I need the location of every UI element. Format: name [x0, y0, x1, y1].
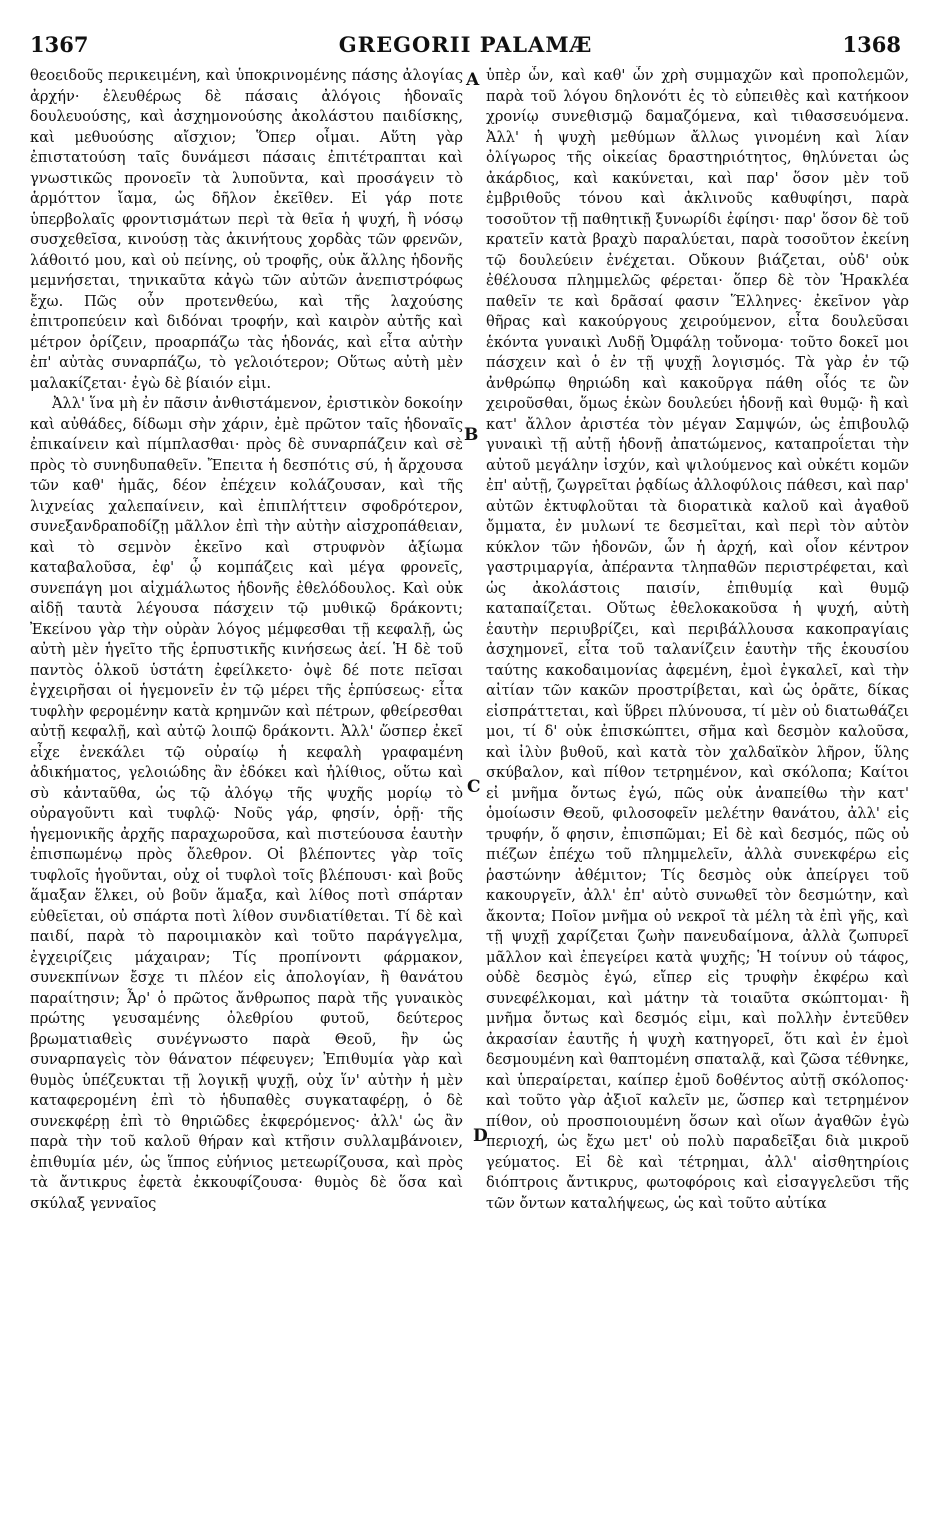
running-title: GREGORII PALAMÆ [338, 32, 593, 57]
right-paragraph-1: ὑπὲρ ὧν, καὶ καθ' ὧν χρὴ συμμαχῶν καὶ προπολεμῶν, παρὰ τοῦ λόγου δηλονότι ἐς τὸ εὐπειθὲς καὶ κατήκοον χρονίῳ συνεθισμῷ δαμαζόμενα, καὶ τιθασσευόμενα. Ἀλλ' ἡ ψυχὴ μεθύμων ἄλλως γινομένη καὶ λίαν ὀλίγωρος τῆς οἰκείας δραστηριότητος, θηλύνεται ὡς ἀκάρδιος, καὶ κακύνεται, καὶ παρ' ὅσον μὲν τοῦ ἐμβριθοῦς τόνου καὶ ἀκλινοῦς καθυφίησι, παρὰ τοσοῦτον τῇ παθητικῇ ξυνωρίδι ἐφίησι· παρ' ὅσον δὲ τοῦ κρατεῖν κατὰ βραχὺ παραλύεται, παρὰ τοσοῦτον ἐκείνη τῷ δουλεύειν ἐνέχεται. Οὔκουν βιάζεται, οὐδ' οὐκ ἐθέλουσα πλημμελῶς φέρεται· ὅπερ δὲ τὸν Ἡρακλέα παθεῖν τε καὶ δρᾶσαί φασιν Ἕλληνες· ἐκεῖνον γὰρ θῆρας καὶ κακούργους χειρούμενον, εἶτα δουλεῦσαι ἑκόντα γυναικὶ Λυδῇ Ὀμφάλῃ τοὔνομα· τοῦτο δοκεῖ μοι πάσχειν καὶ ὁ ἐν τῇ ψυχῇ λογισμός. Τὰ γὰρ ἐν τῷ ἀνθρώπῳ θηριώδη καὶ κακοῦργα πάθη οἷός τε ὢν χειροῦσθαι, ὅμως ἑκὼν δουλεύει ἡδονῇ καὶ θυμῷ· ἢ καὶ κατ' ἄλλον ἀριστέα τὸν μέγαν Σαμψών, ὡς ἐπιβουλῷ γυναικὶ τῇ αὐτῇ ἡδονῇ ἀπατώμενος, καταπροΐεται τὴν αὐτοῦ μεγάλην ἰσχύν, καὶ ψιλούμενος καὶ οὐκέτι κομῶν ἐπ' αὐτῇ, ζωγρεῖται ῥᾳδίως ἀλλοφύλοις πάθεσι, καὶ παρ' αὐτῶν ἐκτυφλοῦται τὰ διορατικὰ καλοῦ καὶ ἀγαθοῦ ὄμματα, ἐν μυλωνί τε δεσμεῖται, καὶ περὶ τὸν αὐτὸν κύκλον τῶν ἡδονῶν, ὧν ἡ ἀρχή, καὶ οἷον κέντρον γαστριμαργία, ἀπέραντα τληπαθῶν περιστρέφεται, καὶ ὡς ἀκολάστοις παισίν, ἐπιθυμίᾳ καὶ θυμῷ καταπαίζεται. Οὕτως ἐθελοκακοῦσα ἡ ψυχή, αὐτὴ ἑαυτὴν περιυβρίζει, καὶ περιβάλλουσα κακοπραγίαις ἀσχημονεῖ, εἶτα τοῦ ταλανίζειν ἑαυτὴν τῆς ἑκουσίου ταύτης κακοδαιμονίας ἀφεμένη, ἐμοὶ ἐγκαλεῖ, καὶ τὴν αἰτίαν τῶν κακῶν προστρίβεται, καὶ ὡς ὁρᾶτε, δίκας εἰσπράττεται, καὶ ὕβρει πλύνουσα, τί μὲν οὐ διατωθάζει μοι, τί δ' οὐκ ἐπισκώπτει, σῆμα καὶ δεσμὸν καλοῦσα, καὶ ἰλὺν βυθοῦ, καὶ κατὰ τὸν χαλδαϊκὸν λῆρον, ὕλης σκύβαλον, καὶ πίθον τετρημένον, καὶ σκόλοπα; Καίτοι εἰ μνῆμα ὄντως ἐγώ, πῶς οὐκ ἀναπείθω τὴν κατ' ὁμοίωσιν Θεοῦ, φιλοσοφεῖν μελέτην θανάτου, ἀλλ' εἰς τρυφήν, ὅ φησιν, ἐπισπῶμαι; Εἰ δὲ καὶ δεσμός, πῶς οὐ πιέζων ἐπέχω τοῦ πλημμελεῖν, ἀλλὰ συνεκφέρω εἰς ῥαστώνην ἀθέμιτον; Τίς δεσμὸς οὐκ ἀπείργει τοῦ κακουργεῖν, ἀλλ' ἐπ' αὐτὸ συνωθεῖ τὸν δεσμώτην, καὶ ἄκοντα; Ποῖον μνῆμα οὐ νεκροῖ τὰ μέλη τὰ ἐπὶ γῆς, καὶ τῇ ψυχῇ χαρίζεται ζωὴν πανευδαίμονα, ἀλλὰ ζωπυρεῖ μᾶλλον καὶ ἐπεγείρει κατὰ ψυχῆς; Ἡ τοίνυν οὐ τάφος, οὐδὲ δεσμὸς ἐγώ, εἴπερ εἰς τρυφὴν ἐκφέρω καὶ συνεφέλκομαι, καὶ μάτην τὰ τοιαῦτα σκώπτομαι· ἢ μνῆμα ὄντως καὶ δεσμός εἰμι, καὶ πολλὴν ἐντεῦθεν ἀκρασίαν ἑαυτῆς ἡ ψυχὴ κατηγορεῖ, ὅτι καὶ ἐν ἐμοὶ δεσμουμένη καὶ θαπτομένη σπαταλᾷ, καὶ ζῶσα τέθνηκε, καὶ ὑπεραίρεται, καίπερ ἐμοῦ δοθέντος αὐτῇ σκόλοπος· καὶ τοῦτο γὰρ ἀξιοῖ καλεῖν με, ὥσπερ καὶ τετρημένον πίθον, οὐ προσποιουμένη ὅσων καὶ οἵων ἀγαθῶν ἐγὼ περιοχή, ὡς ἔχω μετ' οὐ πολὺ παραδεῖξαι διὰ μικροῦ γεύματος. Εἰ δὲ καὶ τέτρημαι, ἀλλ' αἰσθητηρίοις διόπτροις ἄντικρυς, φωτοφόροις καὶ εἰσαγγελεῦσι τῆς τῶν ὄντων καταλήψεως, ὡς καὶ τοῦτο αὐτίκα [486, 67, 909, 1212]
left-paragraph-2: Ἀλλ' ἵνα μὴ ἐν πᾶσιν ἀνθιστάμενον, ἐριστικὸν δοκοίην καὶ αὐθάδες, δίδωμι σὴν χάριν, ἐμὲ πρῶτον ταῖς ἡδοναῖς ἐπικαίνειν καὶ πίμπλασθαι· πρὸς δὲ συναρπάζειν καὶ σὲ πρὸς τὸ συνηδυπαθεῖν. Ἔπειτα ἡ δεσπότις σύ, ἡ ἄρχουσα τῶν καθ' ἡμᾶς, δέον ἐπέχειν κολάζουσαν, καὶ τῆς λιχνείας χαλεπαίνειν, καὶ ἐπιπλήττειν σφοδρότερον, συνεξανδραποδίζῃ μᾶλλον ἐπὶ τὴν αὐτὴν αἰσχροπάθειαν, καὶ τὸ σεμνὸν ἐκεῖνο καὶ στρυφνὸν ἀξίωμα καταβαλοῦσα, ἐφ' ᾧ κομπάζεις καὶ μέγα φρονεῖς, συνεπάγη μοι αἰχμάλωτος ἡδονῆς ἐθελόδουλος. Καὶ οὐκ αἰδῇ ταυτὰ λέγουσα πάσχειν τῷ μυθικῷ δράκοντι; Ἐκείνου γὰρ τὴν οὐρὰν λόγος μέμφεσθαι τῇ κεφαλῇ, ὡς αὐτὴ μὲν ἡγεῖτο τῆς ἑρπυστικῆς κινήσεως ἀεί. Ἡ δὲ τοῦ παντὸς ὁλκοῦ ὑστάτη ἐφείλκετο· ὀψὲ δέ ποτε πεῖσαι ἐγχειρῆσαι οἱ ἡγεμονεῖν ἐν τῷ μέρει τῆς ἑρπύσεως· εἶτα τυφλὴν φερομένην κατὰ κρημνῶν καὶ πέτρων, φθείρεσθαι αὐτῇ κεφαλῇ, καὶ αὐτῷ λοιπῷ δράκοντι. Ἀλλ' ὥσπερ ἐκεῖ εἶχε ἐνεκάλει τῷ οὐραίῳ ἡ κεφαλὴ γραφαμένη ἀδικήματος, γελοιώδης ἂν ἐδόκει καὶ ἠλίθιος, οὕτω καὶ σὺ κἀνταῦθα, ὡς τῷ ἀλόγῳ τῆς ψυχῆς μορίῳ τὸ οὐραγοῦντι καὶ τυφλῷ· Νοῦς γάρ, φησίν, ὁρῇ· τῆς ἡγεμονικῆς ἀρχῆς παραχωροῦσα, καὶ πιστεύουσα ἑαυτὴν ἐπισπωμένῳ πρὸς ὄλεθρον. Οἱ βλέποντες γὰρ τοῖς τυφλοῖς ἡγοῦνται, οὐχ οἱ τυφλοὶ τοῖς βλέπουσι· καὶ βοῦς ἅμαξαν ἕλκει, οὐ βοῦν ἅμαξα, καὶ λίθος ποτὶ σπάρταν εὐθεῖεται, οὐ σπάρτα ποτὶ λίθον συνδιατίθεται. Τί δὲ καὶ παιδί, παρὰ τὸ παροιμιακὸν καὶ τοῦτο παράγγελμα, ἐγχειρίζεις μάχαιραν; Τίς προπίνοντι φάρμακον, συνεκπίνων ἔσχε τι πλέον εἰς ἀπολογίαν, ἢ θανάτου παραίτησιν; Ἆρ' ὁ πρῶτος ἄνθρωπος παρὰ τῆς γυναικὸς πρώτης γευσαμένης ὀλεθρίου φυτοῦ, δεύτερος βρωματιαθεὶς συνέγνωστο παρὰ Θεοῦ, ἢν ὡς συναρπαγεὶς τὸν θάνατον πέφευγεν; Ἐπιθυμία γὰρ καὶ θυμὸς ὑπέζευκται τῇ λογικῇ ψυχῇ, οὐχ ἵν' αὐτὴν ἡ μὲν καταφερομένη ἐπὶ τὸ ἡδυπαθὲς συγκαταφέρῃ, ὁ δὲ συνεκφέρῃ ἐπὶ τὸ θηριῶδες ἐκφερόμενος· ἀλλ' ὡς ἂν παρὰ τὴν τοῦ καλοῦ θήραν καὶ κτῆσιν συλλαμβάνοιεν, ἐπιθυμία μέν, ὡς ἵππος εὐήνιος μετεωρίζουσα, καὶ πρὸς τὰ ἄντικρυς ἐφετὰ ἐκκουφίζουσα· θυμὸς δὲ ὅσα καὶ σκύλαξ γενναῖος [30, 395, 463, 1212]
margin-marker-c: C [467, 777, 481, 797]
page-header [30, 32, 901, 58]
right-column [486, 66, 909, 1516]
left-page-number: 1367 [30, 32, 89, 57]
margin-marker-b: B [464, 425, 479, 445]
left-column [30, 66, 463, 1516]
margin-marker-d: D [473, 1126, 488, 1146]
margin-marker-a: A [466, 70, 480, 90]
left-paragraph-1: θεοειδοῦς περικειμένη, καὶ ὑποκρινομένης πάσης ἀλογίας ἀρχήν· ἐλευθέρως δὲ πάσαις ἀλόγοις ἡδοναῖς δουλευούσης, καὶ ἀσχημονούσης ἀκολάστου παιδίσκης, καὶ μεθυούσης αἴσχιον; Ὅπερ οἶμαι. Αὕτη γὰρ ἐπιστατούση ταῖς δυνάμεσι πάσαις ἐπιτέτραπται καὶ γνωστικῶς προνοεῖν τὰ λυποῦντα, καὶ προσάγειν τὸ ἁρμόττον ἴαμα, ὡς δῆλον ἐκεῖθεν. Εἰ γάρ ποτε ὑπερβολαῖς φροντισμάτων περὶ τὰ θεῖα ἡ ψυχή, ἢ νόσῳ συσχεθεῖσα, κινούσῃ τὰς ἀκινήτους χορδὰς τῶν φρενῶν, λάθοιτό μου, καὶ οὐ πείνης, οὐ τροφῆς, οὐκ ἄλλης ἡδονῆς μεμνήσεται, τηνικαῦτα κἀγὼ τῶν αὐτῶν ἀνεπιστρόφως ἔχω. Πῶς οὖν προτενθεύω, καὶ τῆς λαχούσης ἐπιτροπεύειν καὶ διδόναι τροφήν, καὶ καιρὸν αὐτῆς καὶ μέτρον ὁρίζειν, προαρπάζω τὰς ἡδονάς, καὶ εἶτα αὐτὴν ἐπ' αὐτὰς συναρπάζω, τὸ γελοιότερον; Οὕτως αὐτὴ μὲν μαλακίζεται· ἐγὼ δὲ βίαιόν εἰμι. [30, 67, 463, 392]
right-page-number: 1368 [842, 32, 901, 57]
